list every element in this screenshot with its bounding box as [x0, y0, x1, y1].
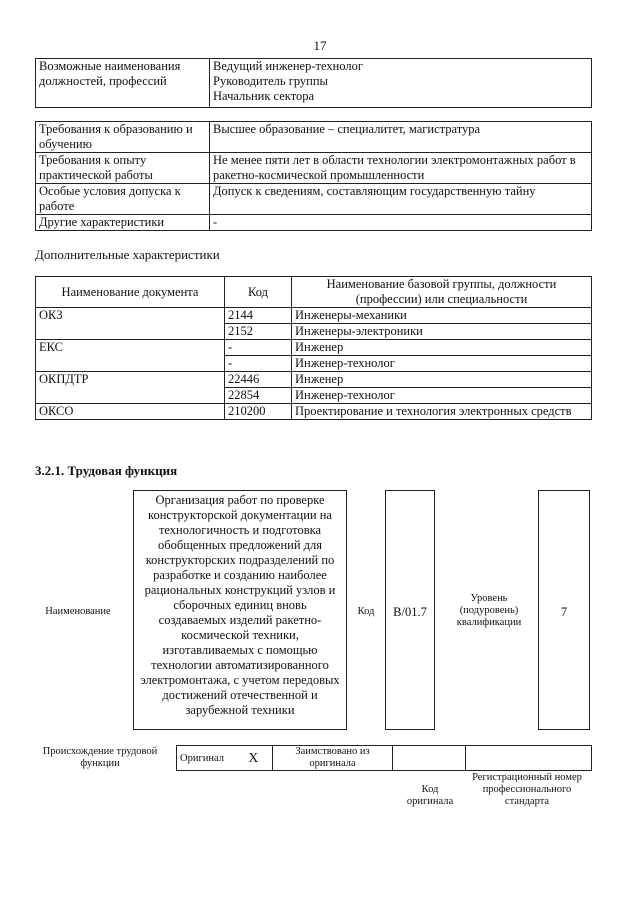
requirement-value: Высшее образование – специалитет, магистратура [210, 122, 592, 153]
header-code: Код [225, 277, 292, 308]
name-cell: Инженер [292, 340, 592, 356]
header-name: Наименование базовой группы, должности (профессии) или специальности [292, 277, 592, 308]
requirement-label: Особые условия допуска к работе [36, 184, 210, 215]
code-cell: 2144 [225, 308, 292, 324]
position-item: Руководитель группы [213, 74, 328, 88]
name-cell: Инженеры-механики [292, 308, 592, 324]
requirement-label: Другие характеристики [36, 215, 210, 231]
code-original-cell [393, 746, 466, 771]
labor-function-heading: 3.2.1. Трудовая функция [35, 463, 178, 478]
name-cell: Инженер-технолог [292, 356, 592, 372]
labor-function-name: Организация работ по проверке конструкторской документации на технологичность и подготовка обобщенных предложений для конструкторских подразделений по разработке и созданию наиболее рациональных конструкций узлов и сборочных единиц вновь создаваемых изделий ракетно-космической техники, изготавливаемых с помощью технологии автоматизированного электромонтажа, с учетом передовых достижений отечественной и зарубежной техники [140, 493, 340, 717]
reg-number-label: Регистрационный номер профессионального стандарта [472, 772, 582, 807]
code-cell: 2152 [225, 324, 292, 340]
doc-cell: ОКСО [36, 404, 225, 420]
requirements-table [35, 121, 592, 231]
level-label: Уровень (подуровень) квалификации [456, 593, 522, 628]
original-mark: X [235, 746, 273, 771]
level-box [538, 490, 590, 730]
doc-cell: ОКЗ [36, 308, 225, 340]
positions-label: Возможные наименования должностей, профессий [36, 59, 210, 108]
origin-table [176, 745, 592, 771]
positions-values [210, 59, 592, 108]
positions-table [35, 58, 592, 108]
code-original-label: Код оригинала [406, 784, 454, 807]
code-cell: 22446 [225, 372, 292, 388]
position-item: Ведущий инженер-технолог [213, 59, 363, 73]
level-value: 7 [560, 605, 568, 619]
code-cell: 210200 [225, 404, 292, 420]
additional-table [35, 276, 592, 420]
additional-title: Дополнительные характеристики [35, 247, 220, 262]
name-cell: Проектирование и технология электронных средств [292, 404, 592, 420]
code-value: B/01.7 [393, 605, 427, 619]
name-label: Наименование [45, 606, 111, 617]
position-item: Начальник сектора [213, 89, 315, 103]
code-label: Код [357, 606, 375, 617]
doc-cell: ОКПДТР [36, 372, 225, 404]
requirement-value: - [210, 215, 592, 231]
code-box [385, 490, 435, 730]
doc-cell: ЕКС [36, 340, 225, 372]
requirement-value: Не менее пяти лет в области технологии электромонтажных работ в ракетно-космической промышленности [210, 153, 592, 184]
borrowed-label: Заимствовано из оригинала [273, 746, 393, 771]
name-cell: Инженер [292, 372, 592, 388]
name-cell: Инженеры-электроники [292, 324, 592, 340]
code-cell: 22854 [225, 388, 292, 404]
original-label: Оригинал [177, 746, 235, 771]
code-cell: - [225, 340, 292, 356]
requirement-label: Требования к образованию и обучению [36, 122, 210, 153]
origin-label: Происхождение трудовой функции [42, 746, 158, 769]
reg-number-cell [466, 746, 592, 771]
page-number: 17 [313, 38, 327, 53]
name-cell: Инженер-технолог [292, 388, 592, 404]
labor-function-name-box [133, 490, 347, 730]
header-doc: Наименование документа [36, 277, 225, 308]
requirement-value: Допуск к сведениям, составляющим государственную тайну [210, 184, 592, 215]
requirement-label: Требования к опыту практической работы [36, 153, 210, 184]
code-cell: - [225, 356, 292, 372]
